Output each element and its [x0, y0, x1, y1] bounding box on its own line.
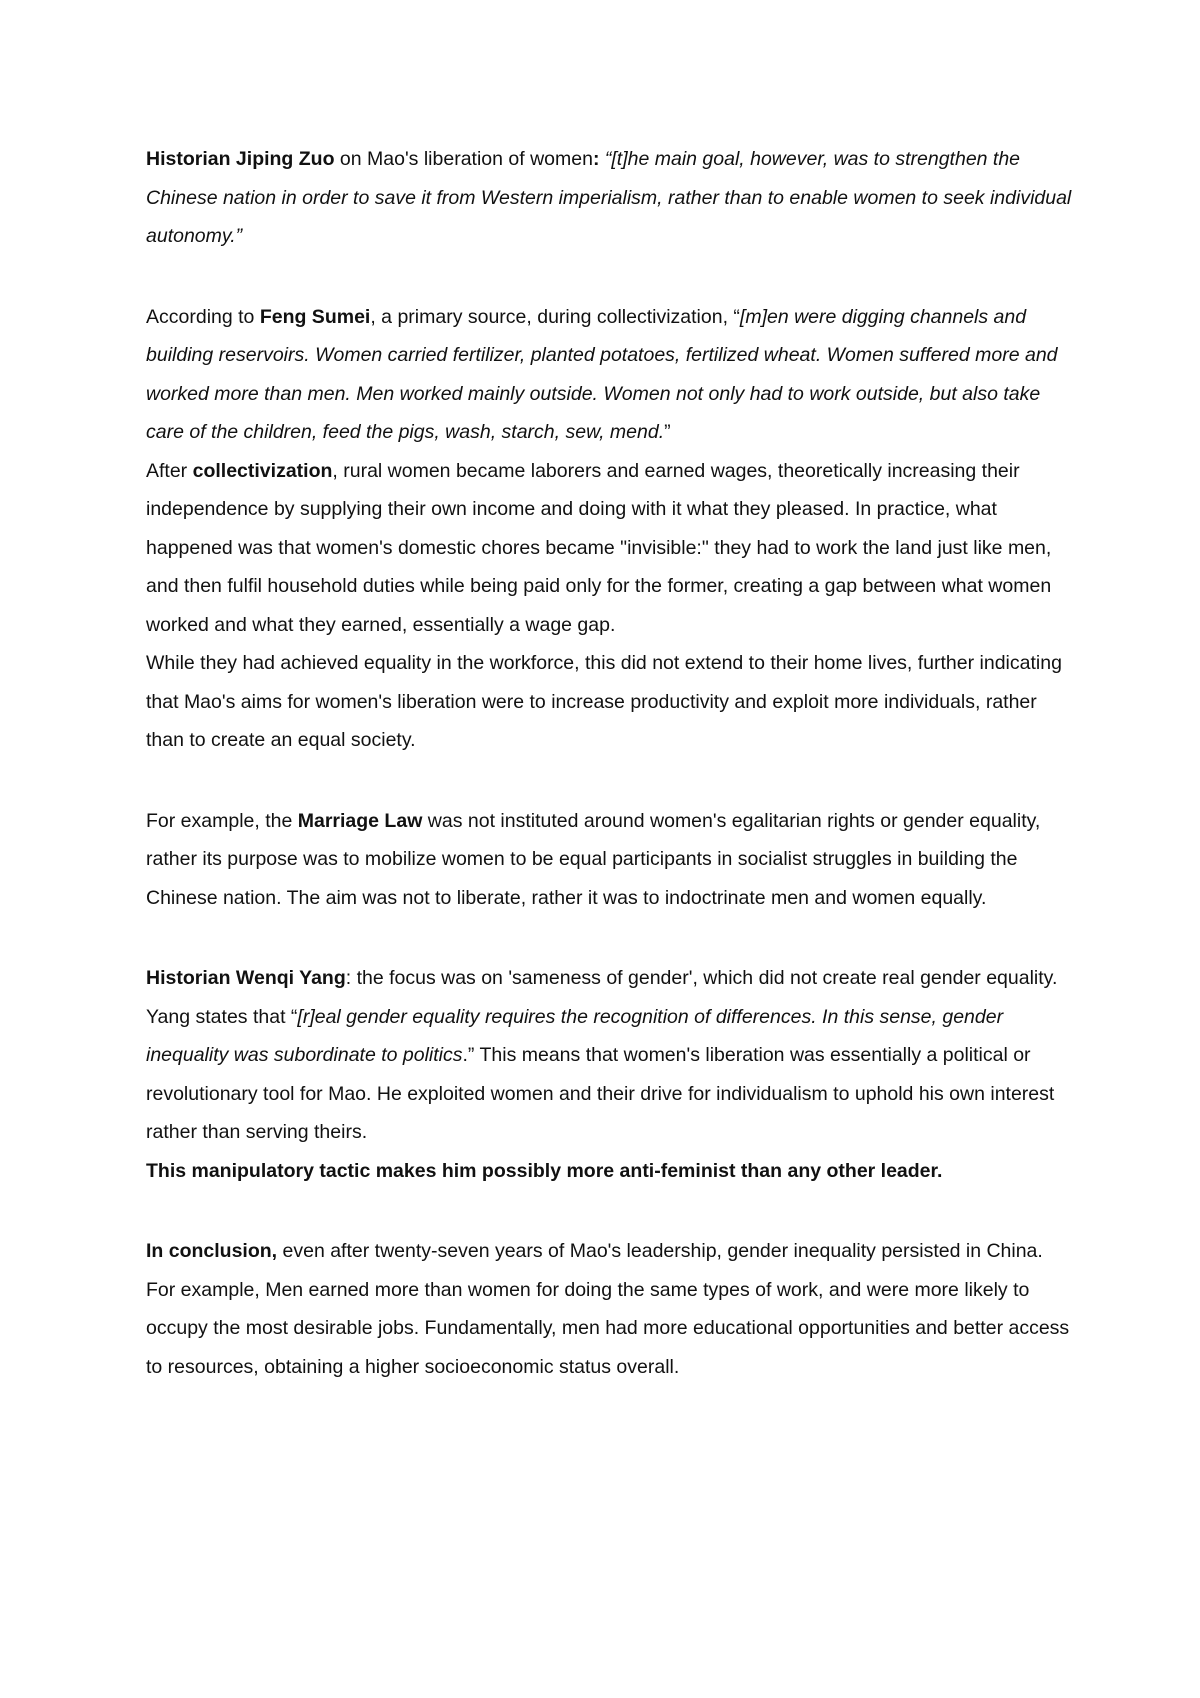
marriage-intro: For example, the [146, 809, 298, 832]
paragraph-feng-sumei [146, 298, 1076, 452]
feng-intro-text: According to [146, 305, 260, 328]
feng-context-text: , a primary source, during collectivization, “ [370, 305, 740, 328]
feng-quote-close: ” [664, 421, 671, 443]
zuo-quote: “[t]he main goal, however, was to strengthen the Chinese nation in order to save it from Western imperialism, rather than to enable women to seek individual autonomy.” [146, 148, 1072, 247]
feng-quote: [m]en were digging channels and building reservoirs. Women carried fertilizer, planted potatoes, fertilized wheat. Women suffered more and worked more than men. Men worked mainly outside. Women not only had to work outside, but also take care of the children, feed the pigs, wash, starch, sew, mend. [146, 305, 1058, 443]
workforce-text: While they had achieved equality in the workforce, this did not extend to their home lives, further indicating that Mao's aims for women's liberation were to increase productivity and exploit more individuals, rather than to create an equal society. [146, 652, 1062, 751]
paragraph-collectivization [146, 452, 1076, 645]
paragraph-spacer [146, 1190, 1076, 1232]
paragraph-zuo [146, 140, 1076, 256]
paragraph-conclusion [146, 1232, 1076, 1386]
collectivization-text: , rural women became laborers and earned wages, theoretically increasing their independence by supplying their own income and doing with it what they pleased. In practice, what happened was that women's domestic chores became "invisible:" they had to work the land just like men, and then fulfil household duties while being paid only for the former, creating a gap between what women worked and what they earned, essentially a wage gap. [146, 459, 1052, 636]
historian-zuo-name: Historian Jiping Zuo [146, 148, 335, 170]
collectivization-intro: After [146, 459, 193, 482]
collectivization-term: collectivization [192, 459, 333, 482]
anti-feminist-claim: This manipulatory tactic makes him possibly more anti-feminist than any other leader. [146, 1159, 943, 1182]
paragraph-spacer [146, 917, 1076, 959]
yang-intro-text: : the focus was on 'sameness of gender', which did not create real gender equality. Yang states that “ [146, 967, 1058, 1028]
marriage-text: was not instituted around women's egalitarian rights or gender equality, rather its purpose was to mobilize women to be equal participants in socialist struggles in building the Chinese nation. The aim was not to liberate, rather it was to indoctrinate men and women equally. [146, 809, 1041, 909]
paragraph-spacer [146, 256, 1076, 298]
marriage-law-term: Marriage Law [297, 809, 423, 832]
historian-yang-name: Historian Wenqi Yang [146, 967, 346, 989]
zuo-colon: : [592, 148, 600, 170]
yang-quote: [r]eal gender equality requires the recognition of differences. In this sense, gender inequality was subordinate to politics [146, 1005, 1004, 1066]
yang-analysis-text: .” This means that women's liberation was essentially a political or revolutionary tool for Mao. He exploited women and their drive for individualism to uphold his own interest rather than serving theirs. [146, 1044, 1055, 1143]
zuo-intro-text: on Mao's liberation of women [334, 148, 593, 170]
feng-sumei-name: Feng Sumei [259, 305, 371, 328]
paragraph-marriage-law [146, 802, 1076, 918]
paragraph-yang [146, 959, 1076, 1190]
conclusion-label: In conclusion, [146, 1240, 278, 1262]
paragraph-workforce-equality [146, 644, 1076, 760]
paragraph-spacer [146, 760, 1076, 802]
conclusion-text: even after twenty-seven years of Mao's leadership, gender inequality persisted in China. For example, Men earned more than women for doing the same types of work, and were more likely to occupy the most desirable jobs. Fundamentally, men had more educational opportunities and better access to resources, obtaining a higher socioeconomic status overall. [146, 1240, 1070, 1378]
document-page [146, 140, 1076, 1386]
